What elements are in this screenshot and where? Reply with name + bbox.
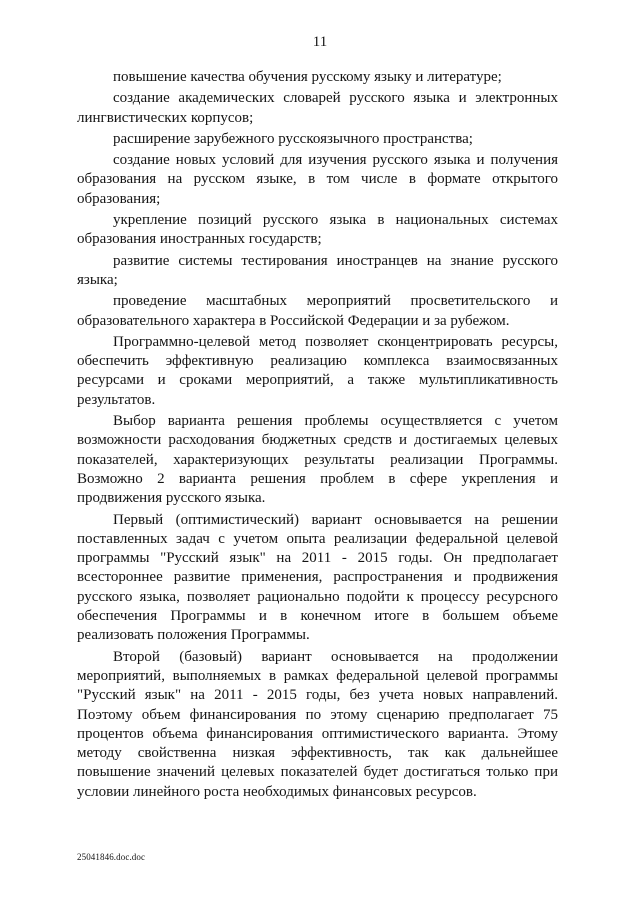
paragraph: проведение масштабных мероприятий просветительского и образовательного характера в Российской Федерации и за рубежом. — [77, 293, 558, 329]
paragraph: Второй (базовый) вариант основывается на продолжении мероприятий, выполняемых в рамках федеральной целевой программы "Русский язык" на 2011 - 2015 годы, без учета новых направлений. Поэтому объем финансирования по этому сценарию предполагает 75 процентов объема финансирования оптимистического варианта. Этому методу свойственна низкая эффективность, так как дальнейшее повышение значений целевых показателей будет достигаться только при условии линейного роста необходимых финансовых ресурсов. — [77, 648, 558, 800]
paragraph: Выбор варианта решения проблемы осуществляется с учетом возможности расходования бюджетных средств и достигаемых целевых показателей, характеризующих результаты реализации Программы. Возможно 2 варианта решения проблем в сфере укрепления и продвижения русского языка. — [77, 413, 558, 507]
page-number: 11 — [312, 34, 328, 50]
paragraph: Программно-целевой метод позволяет сконцентрировать ресурсы, обеспечить эффективную реализацию комплекса взаимосвязанных ресурсами и сроками мероприятий, а также мультипликативность результатов. — [77, 333, 558, 408]
paragraph: повышение качества обучения русскому языку и литературе; — [113, 69, 502, 85]
paragraph: укрепление позиций русского языка в национальных системах образования иностранных государств; — [77, 212, 558, 248]
paragraph: создание новых условий для изучения русского языка и получения образования на русском языке, в том числе в формате открытого образования; — [77, 152, 558, 207]
paragraph: развитие системы тестирования иностранцев на знание русского языка; — [77, 252, 558, 288]
paragraph: Первый (оптимистический) вариант основывается на решении поставленных задач с учетом опыта реализации федеральной целевой программы "Русский язык" на 2011 - 2015 годы. Он предполагает всестороннее развитие применения, распространения и продвижения русского языка, позволяет рационально подойти к процессу ресурсного обеспечения Программы и в конечном итоге в большем объеме реализовать положения Программы. — [77, 511, 558, 644]
document-body — [77, 68, 558, 804]
paragraph: создание академических словарей русского языка и электронных лингвистических корпусов; — [77, 90, 558, 126]
footer-filename: 25041846.doc.doc — [77, 852, 146, 862]
paragraph: расширение зарубежного русскоязычного пространства; — [113, 130, 473, 147]
